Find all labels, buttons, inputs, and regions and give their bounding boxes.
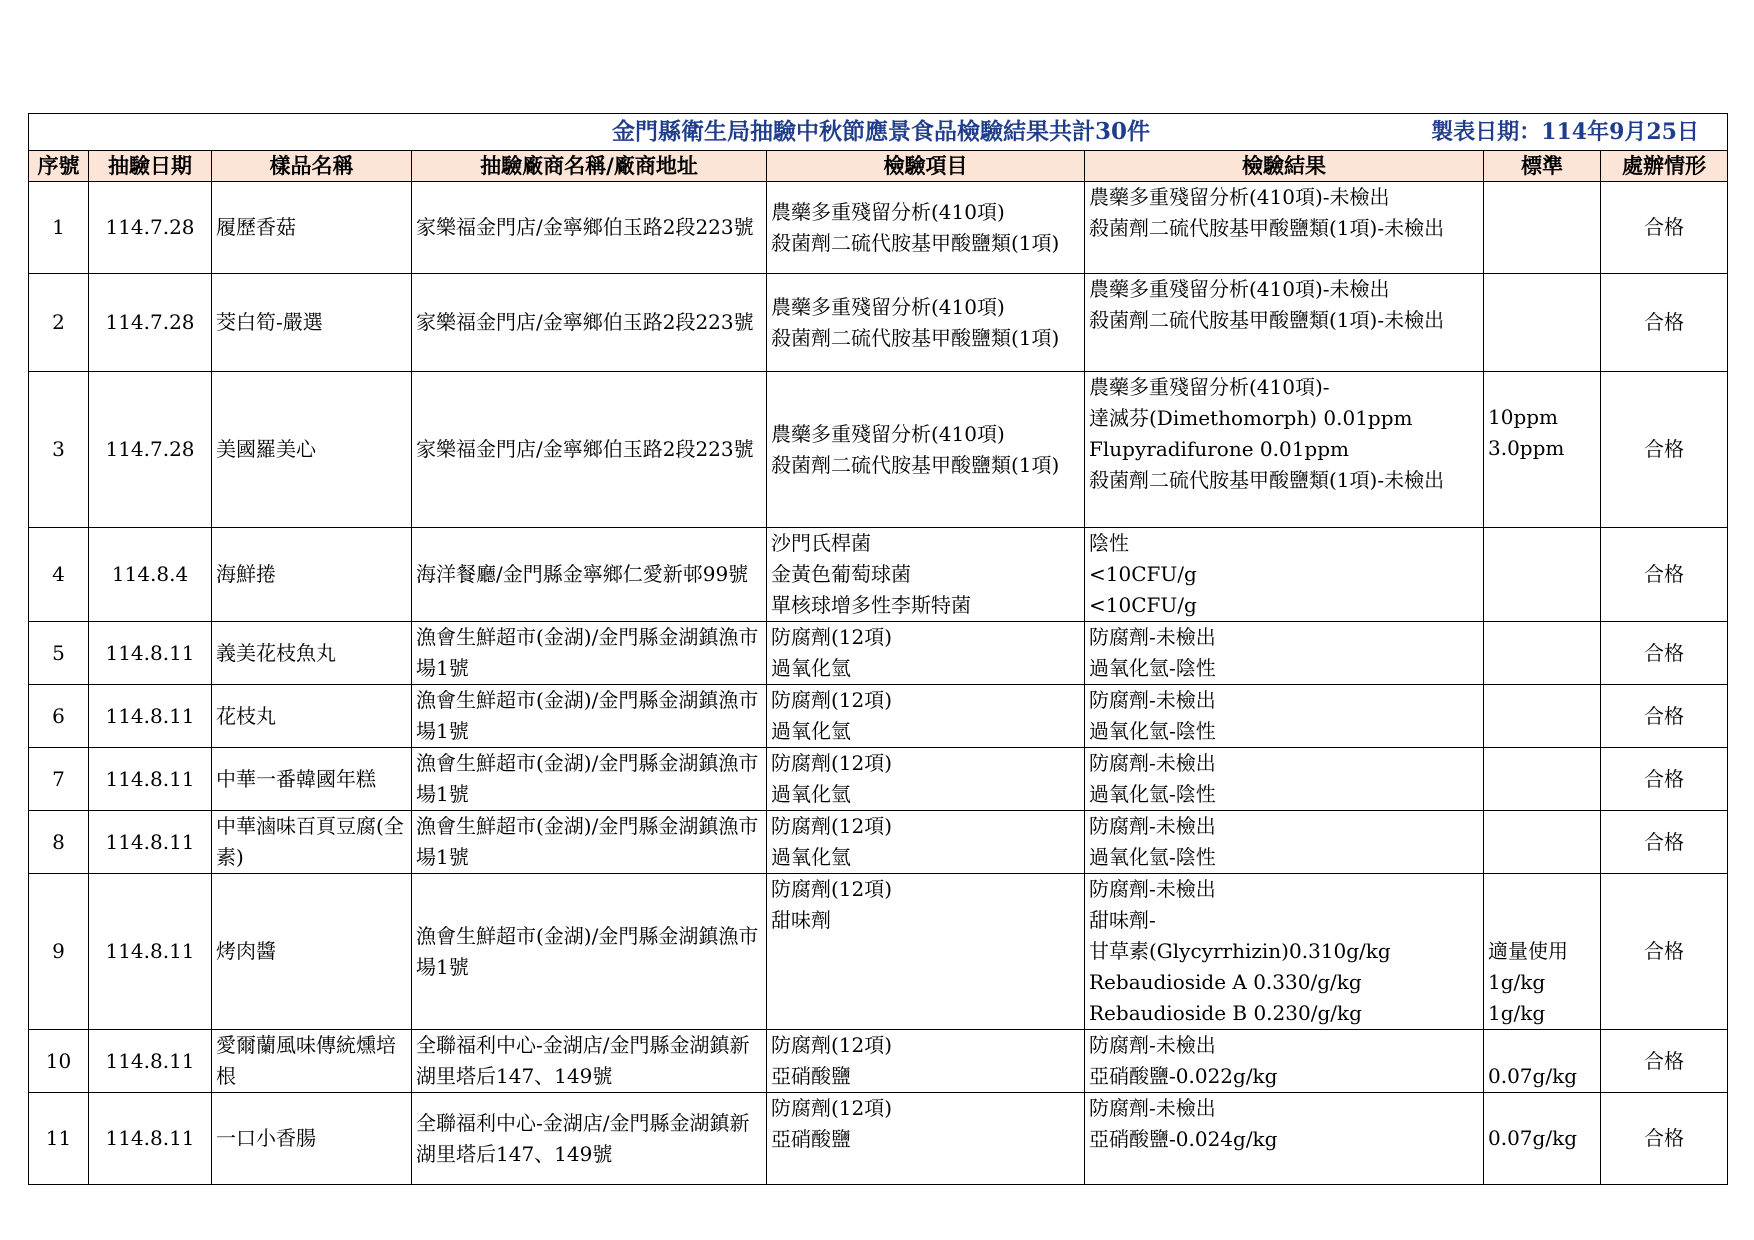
sample-name: 美國羅美心	[212, 372, 412, 528]
standard-value	[1484, 748, 1601, 811]
test-items	[767, 528, 1085, 622]
standard-line: 1g/kg	[1488, 1001, 1546, 1025]
standard-value	[1484, 685, 1601, 748]
sample-name: 中華滷味百頁豆腐(全素)	[212, 811, 412, 874]
status-text: 合格	[1601, 528, 1728, 622]
sample-date: 114.8.11	[89, 748, 212, 811]
standard-line: 10ppm	[1488, 405, 1559, 429]
header-status: 處辦情形	[1601, 151, 1728, 182]
sample-date: 114.7.28	[89, 182, 212, 274]
test-result: 農藥多重殘留分析(410項)-未檢出	[1089, 277, 1390, 301]
test-result: Rebaudioside B 0.230/g/kg	[1089, 1001, 1362, 1025]
test-item: 防腐劑(12項)	[771, 1033, 893, 1057]
test-result: 防腐劑-未檢出	[1089, 877, 1216, 901]
test-items	[767, 372, 1085, 528]
test-results	[1085, 1030, 1484, 1093]
row-number: 7	[29, 748, 89, 811]
test-items	[767, 811, 1085, 874]
table-row	[29, 811, 1728, 874]
sample-name: 海鮮捲	[212, 528, 412, 622]
test-item: 單核球增多性李斯特菌	[771, 593, 971, 617]
table-row	[29, 274, 1728, 372]
status-text: 合格	[1601, 811, 1728, 874]
table-row	[29, 528, 1728, 622]
sample-date: 114.8.11	[89, 622, 212, 685]
test-item: 亞硝酸鹽	[771, 1064, 851, 1088]
table-row	[29, 372, 1728, 528]
standard-value	[1484, 372, 1601, 528]
standard-line: 3.0ppm	[1488, 436, 1565, 460]
header-date: 抽驗日期	[89, 151, 212, 182]
row-number: 5	[29, 622, 89, 685]
standard-value	[1484, 182, 1601, 274]
standard-line: 適量使用	[1488, 939, 1568, 963]
test-result: Rebaudioside A 0.330/g/kg	[1089, 970, 1362, 994]
sample-date: 114.8.11	[89, 874, 212, 1030]
sample-date: 114.7.28	[89, 274, 212, 372]
status-text: 合格	[1601, 1030, 1728, 1093]
sample-date: 114.8.11	[89, 685, 212, 748]
test-item: 防腐劑(12項)	[771, 1096, 893, 1120]
standard-line: 0.07g/kg	[1488, 1064, 1577, 1088]
standard-value	[1484, 274, 1601, 372]
inspection-sheet	[28, 113, 1727, 1185]
vendor-address: 海洋餐廳/金門縣金寧鄉仁愛新邨99號	[412, 528, 767, 622]
sample-name: 茭白筍-嚴選	[212, 274, 412, 372]
test-result: <10CFU/g	[1089, 593, 1197, 617]
test-result: 甜味劑-	[1089, 908, 1156, 932]
vendor-address: 家樂福金門店/金寧鄉伯玉路2段223號	[412, 372, 767, 528]
sample-date: 114.8.11	[89, 811, 212, 874]
table-row	[29, 182, 1728, 274]
table-row	[29, 748, 1728, 811]
row-number: 9	[29, 874, 89, 1030]
sample-name: 履歷香菇	[212, 182, 412, 274]
test-items	[767, 685, 1085, 748]
test-results	[1085, 748, 1484, 811]
test-items	[767, 274, 1085, 372]
test-item: 農藥多重殘留分析(410項)	[771, 421, 1005, 446]
standard-value	[1484, 1030, 1601, 1093]
row-number: 11	[29, 1093, 89, 1185]
standard-value	[1484, 622, 1601, 685]
test-result: 過氧化氫-陰性	[1089, 656, 1216, 680]
vendor-address: 家樂福金門店/金寧鄉伯玉路2段223號	[412, 274, 767, 372]
status-text: 合格	[1601, 874, 1728, 1030]
test-results	[1085, 874, 1484, 1030]
standard-value	[1484, 874, 1601, 1030]
test-items	[767, 622, 1085, 685]
status-text: 合格	[1601, 274, 1728, 372]
test-results	[1085, 372, 1484, 528]
header-sample: 樣品名稱	[212, 151, 412, 182]
status-text: 合格	[1601, 372, 1728, 528]
vendor-address: 漁會生鮮超市(金湖)/金門縣金湖鎮漁市場1號	[412, 874, 767, 1030]
test-result: 防腐劑-未檢出	[1089, 625, 1216, 649]
test-result: 亞硝酸鹽-0.022g/kg	[1089, 1064, 1278, 1088]
test-item: 金黃色葡萄球菌	[771, 562, 911, 586]
test-item: 防腐劑(12項)	[771, 625, 893, 649]
test-result: Flupyradifurone 0.01ppm	[1089, 437, 1349, 461]
header-results: 檢驗結果	[1085, 151, 1484, 182]
test-result: 防腐劑-未檢出	[1089, 1096, 1216, 1120]
test-results	[1085, 1093, 1484, 1185]
test-items	[767, 182, 1085, 274]
sample-date: 114.8.11	[89, 1093, 212, 1185]
sample-name: 花枝丸	[212, 685, 412, 748]
sample-name: 中華一番韓國年糕	[212, 748, 412, 811]
test-result: 防腐劑-未檢出	[1089, 751, 1216, 775]
table-row	[29, 874, 1728, 1030]
test-result: 殺菌劑二硫代胺基甲酸鹽類(1項)-未檢出	[1089, 308, 1445, 332]
standard-value	[1484, 528, 1601, 622]
header-no: 序號	[29, 151, 89, 182]
report-date: 製表日期：114年9月25日	[1431, 119, 1699, 145]
status-text: 合格	[1601, 182, 1728, 274]
row-number: 10	[29, 1030, 89, 1093]
test-result: 防腐劑-未檢出	[1089, 814, 1216, 838]
row-number: 3	[29, 372, 89, 528]
test-result: 防腐劑-未檢出	[1089, 1033, 1216, 1057]
status-text: 合格	[1601, 1093, 1728, 1185]
header-row	[29, 151, 1728, 182]
test-item: 過氧化氫	[771, 656, 851, 680]
test-item: 防腐劑(12項)	[771, 751, 893, 775]
test-results	[1085, 182, 1484, 274]
status-text: 合格	[1601, 748, 1728, 811]
page-title: 金門縣衛生局抽驗中秋節應景食品檢驗結果共計30件	[612, 118, 1151, 145]
test-items	[767, 1093, 1085, 1185]
table-row	[29, 1030, 1728, 1093]
test-result: 殺菌劑二硫代胺基甲酸鹽類(1項)-未檢出	[1089, 216, 1445, 240]
title-row	[29, 114, 1728, 151]
test-result: 陰性	[1089, 531, 1129, 555]
vendor-address: 漁會生鮮超市(金湖)/金門縣金湖鎮漁市場1號	[412, 748, 767, 811]
standard-line: 0.07g/kg	[1488, 1126, 1577, 1150]
test-results	[1085, 528, 1484, 622]
test-item: 過氧化氫	[771, 782, 851, 806]
sample-date: 114.8.11	[89, 1030, 212, 1093]
row-number: 1	[29, 182, 89, 274]
test-item: 沙門氏桿菌	[771, 531, 871, 555]
test-item: 過氧化氫	[771, 845, 851, 869]
test-item: 農藥多重殘留分析(410項)	[771, 294, 1005, 319]
test-result: <10CFU/g	[1089, 562, 1197, 586]
test-item: 甜味劑	[771, 908, 831, 932]
test-item: 亞硝酸鹽	[771, 1127, 851, 1151]
test-result: 農藥多重殘留分析(410項)-未檢出	[1089, 185, 1390, 209]
test-item: 殺菌劑二硫代胺基甲酸鹽類(1項)	[771, 325, 1060, 350]
header-vendor: 抽驗廠商名稱/廠商地址	[412, 151, 767, 182]
sample-name: 烤肉醬	[212, 874, 412, 1030]
status-text: 合格	[1601, 685, 1728, 748]
status-text: 合格	[1601, 622, 1728, 685]
test-result: 防腐劑-未檢出	[1089, 688, 1216, 712]
header-standard: 標準	[1484, 151, 1601, 182]
test-results	[1085, 274, 1484, 372]
sample-name: 一口小香腸	[212, 1093, 412, 1185]
test-item: 防腐劑(12項)	[771, 814, 893, 838]
test-result: 過氧化氫-陰性	[1089, 719, 1216, 743]
test-result: 甘草素(Glycyrrhizin)0.310g/kg	[1089, 939, 1391, 963]
vendor-address: 家樂福金門店/金寧鄉伯玉路2段223號	[412, 182, 767, 274]
sample-name: 愛爾蘭風味傳統燻培根	[212, 1030, 412, 1093]
test-result: 過氧化氫-陰性	[1089, 782, 1216, 806]
test-results	[1085, 811, 1484, 874]
test-item: 防腐劑(12項)	[771, 877, 893, 901]
vendor-address: 全聯福利中心-金湖店/金門縣金湖鎮新湖里塔后147、149號	[412, 1093, 767, 1185]
vendor-address: 漁會生鮮超市(金湖)/金門縣金湖鎮漁市場1號	[412, 622, 767, 685]
sample-date: 114.8.4	[89, 528, 212, 622]
vendor-address: 全聯福利中心-金湖店/金門縣金湖鎮新湖里塔后147、149號	[412, 1030, 767, 1093]
table-row	[29, 1093, 1728, 1185]
test-item: 過氧化氫	[771, 719, 851, 743]
standard-value	[1484, 1093, 1601, 1185]
results-table	[28, 113, 1728, 1185]
test-result: 農藥多重殘留分析(410項)-	[1089, 375, 1330, 399]
test-item: 殺菌劑二硫代胺基甲酸鹽類(1項)	[771, 452, 1060, 477]
test-result: 殺菌劑二硫代胺基甲酸鹽類(1項)-未檢出	[1089, 468, 1445, 492]
test-results	[1085, 685, 1484, 748]
standard-value	[1484, 811, 1601, 874]
table-row	[29, 622, 1728, 685]
vendor-address: 漁會生鮮超市(金湖)/金門縣金湖鎮漁市場1號	[412, 811, 767, 874]
header-items: 檢驗項目	[767, 151, 1085, 182]
table-row	[29, 685, 1728, 748]
test-result: 過氧化氫-陰性	[1089, 845, 1216, 869]
test-item: 防腐劑(12項)	[771, 688, 893, 712]
sample-date: 114.7.28	[89, 372, 212, 528]
row-number: 4	[29, 528, 89, 622]
row-number: 8	[29, 811, 89, 874]
test-items	[767, 874, 1085, 1030]
test-result: 達滅芬(Dimethomorph) 0.01ppm	[1089, 406, 1413, 430]
test-items	[767, 748, 1085, 811]
test-results	[1085, 622, 1484, 685]
test-result: 亞硝酸鹽-0.024g/kg	[1089, 1127, 1278, 1151]
row-number: 6	[29, 685, 89, 748]
test-item: 農藥多重殘留分析(410項)	[771, 199, 1005, 224]
test-item: 殺菌劑二硫代胺基甲酸鹽類(1項)	[771, 230, 1060, 255]
standard-line: 1g/kg	[1488, 970, 1546, 994]
sample-name: 義美花枝魚丸	[212, 622, 412, 685]
row-number: 2	[29, 274, 89, 372]
test-items	[767, 1030, 1085, 1093]
vendor-address: 漁會生鮮超市(金湖)/金門縣金湖鎮漁市場1號	[412, 685, 767, 748]
